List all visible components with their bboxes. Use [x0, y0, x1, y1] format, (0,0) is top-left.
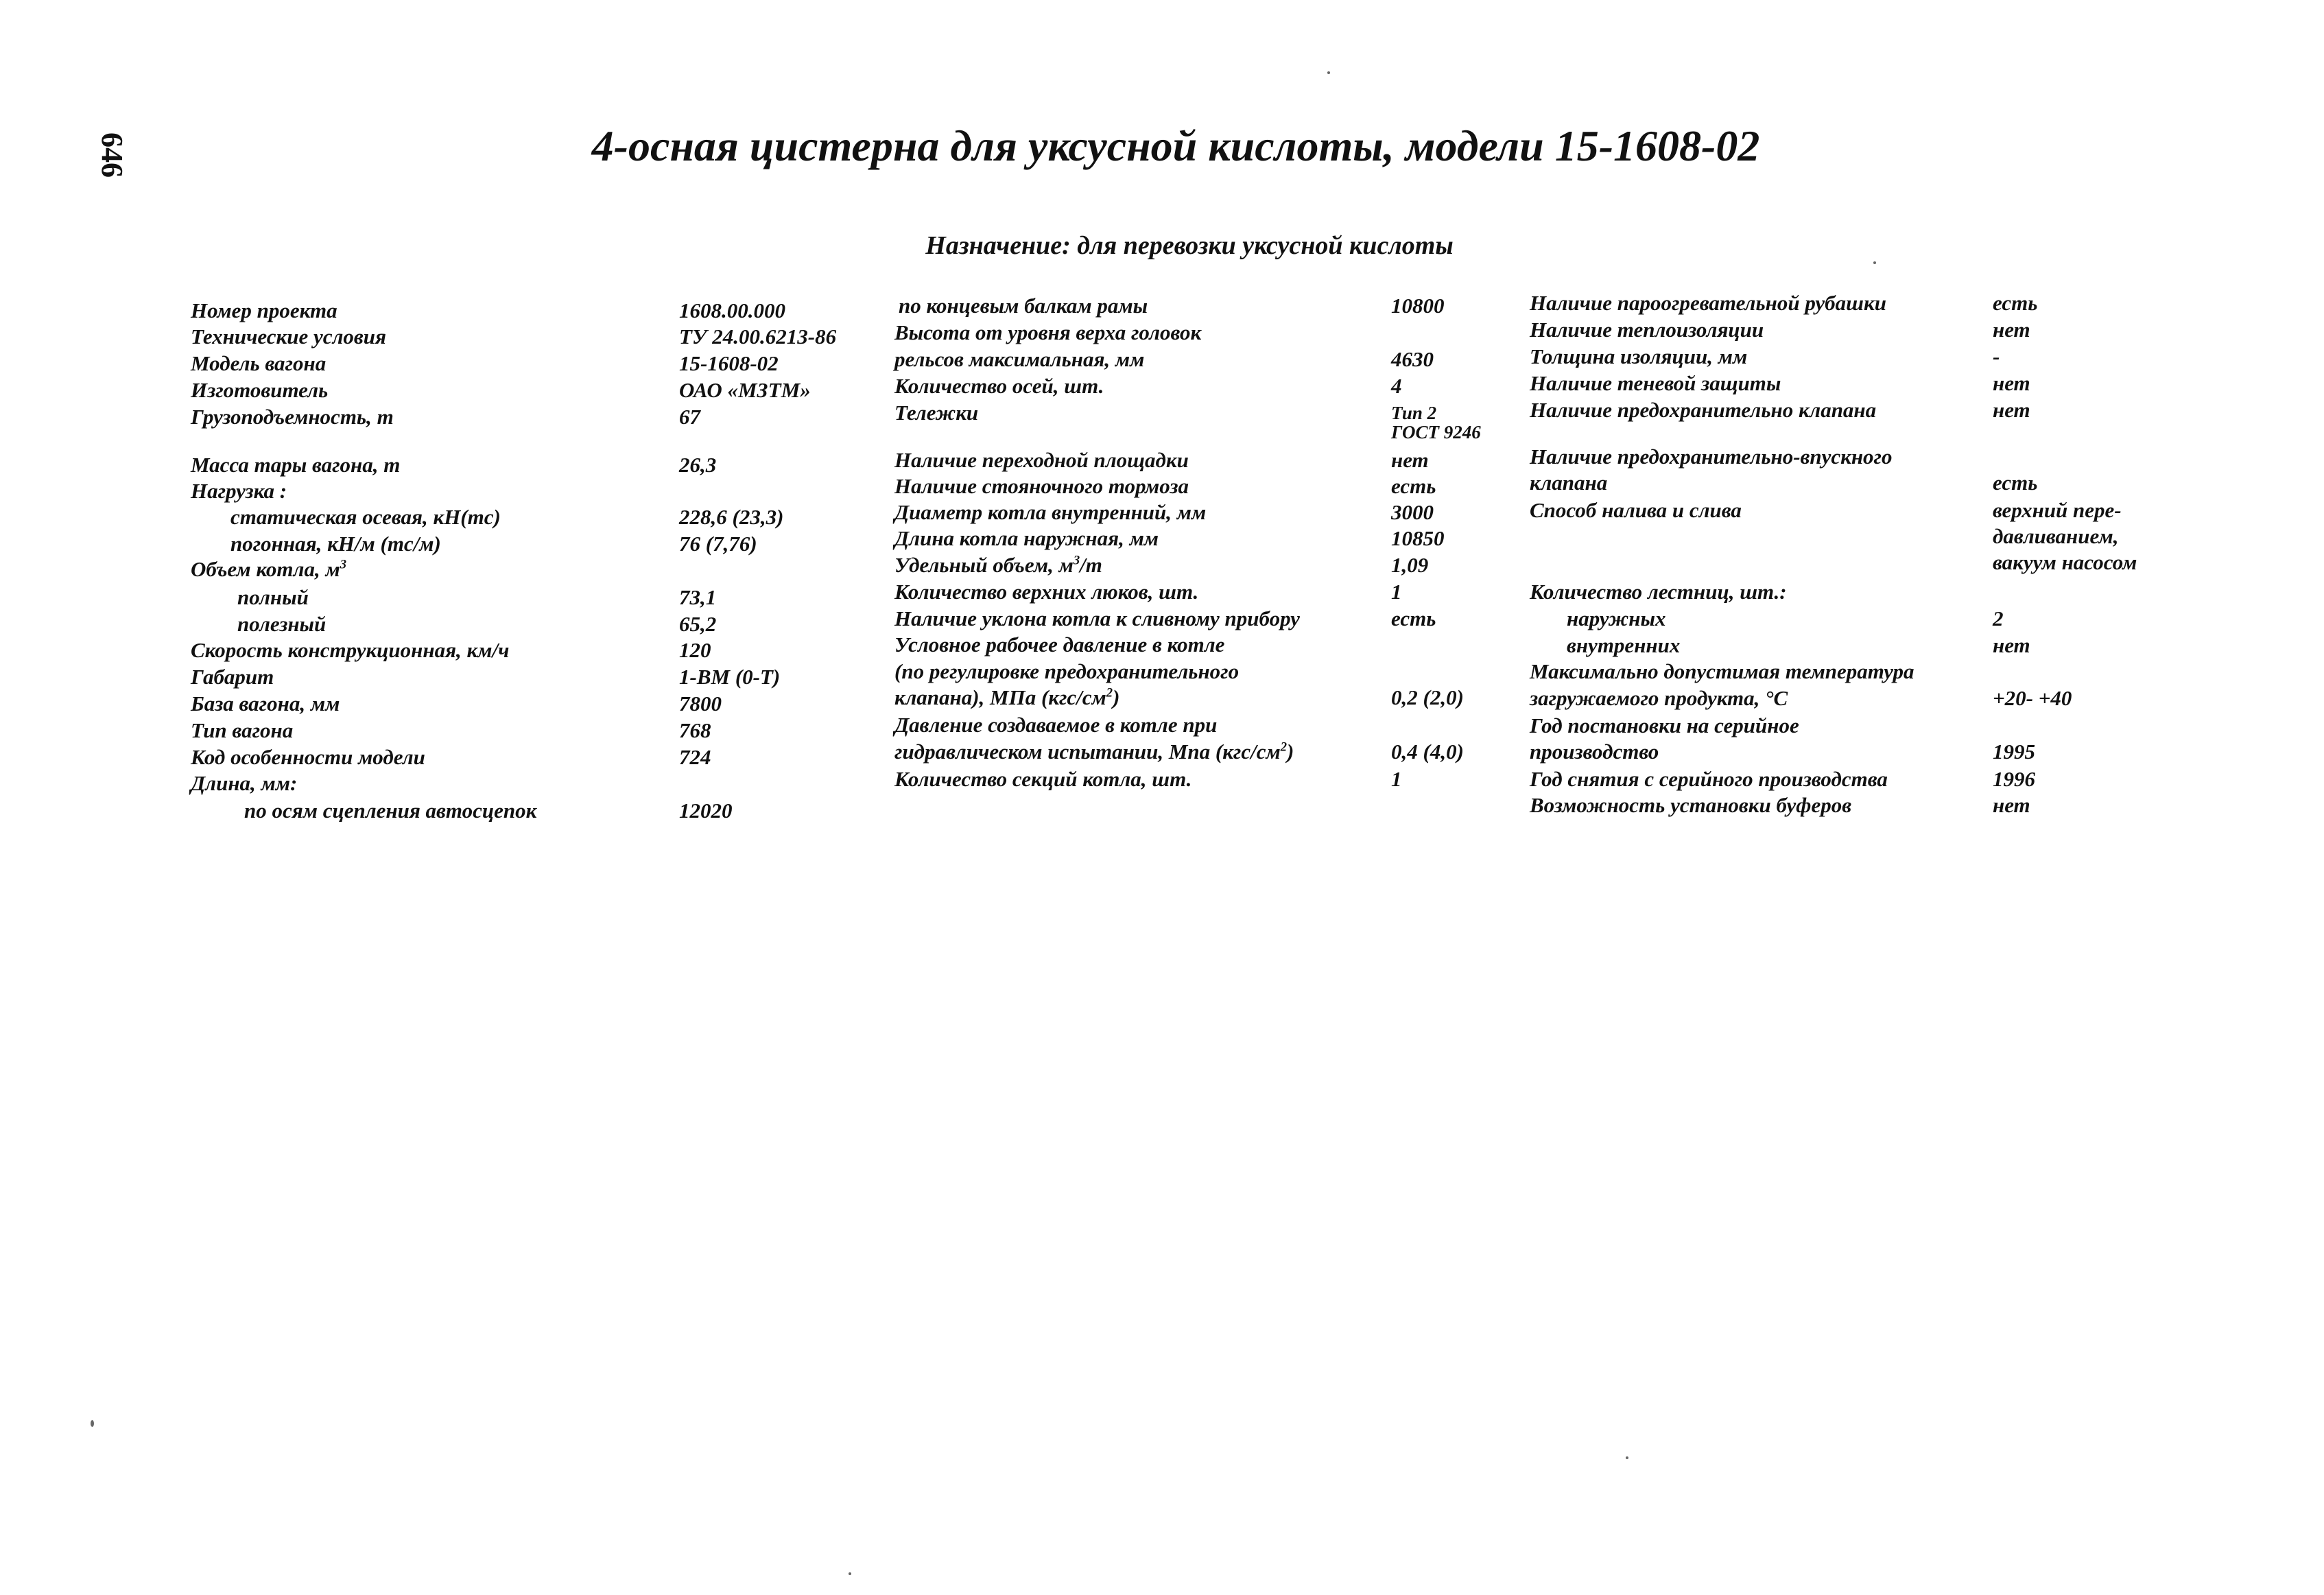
spec-value: ГОСТ 9246	[1391, 422, 1481, 442]
spec-value: нет	[1391, 448, 1429, 472]
scan-speck	[1327, 71, 1330, 74]
spec-label-text: База вагона, мм	[191, 692, 340, 716]
spec-value: 1	[1391, 767, 1402, 791]
spec-value: есть	[1993, 471, 2038, 495]
spec-label	[1530, 659, 1914, 684]
spec-label-text: Диаметр котла внутренний, мм	[894, 500, 1207, 524]
spec-value: 1996	[1993, 767, 2035, 791]
spec-value: вакуум насосом	[1993, 550, 2137, 574]
spec-value: 0,4 (4,0)	[1391, 740, 1464, 764]
spec-value: -	[1993, 344, 2000, 368]
spec-label-text: Грузоподъемность, т	[191, 405, 394, 429]
scan-speck	[1873, 261, 1876, 264]
spec-label	[1567, 633, 1680, 658]
spec-label-text: Наличие теневой защиты	[1530, 371, 1781, 395]
spec-label	[1530, 686, 1788, 711]
spec-label	[1530, 740, 1659, 764]
spec-label-text: Наличие пароогревательной рубашки	[1530, 291, 1886, 315]
spec-value: 228,6 (23,3)	[679, 505, 784, 529]
spec-value: нет	[1993, 371, 2030, 395]
spec-label-text: загружаемого продукта, °С	[1530, 686, 1788, 710]
spec-label-text: по осям сцепления автосцепок	[244, 799, 537, 823]
spec-value: 0,2 (2,0)	[1391, 685, 1464, 709]
spec-value: нет	[1993, 398, 2030, 422]
scan-speck	[849, 1572, 851, 1575]
spec-value: 768	[679, 718, 711, 742]
spec-label	[1530, 580, 1787, 604]
spec-label-superscript: 3	[340, 557, 346, 572]
scan-speck	[91, 1420, 94, 1427]
spec-value: Тип 2	[1391, 403, 1437, 423]
spec-label-text: Высота от уровня верха головок	[894, 320, 1202, 344]
spec-label-text: Способ налива и слива	[1530, 498, 1742, 522]
spec-label-text: по концевым балкам рамы	[899, 294, 1148, 318]
spec-label-text: (по регулировке предохранительного	[894, 659, 1240, 683]
spec-value: 7800	[679, 692, 722, 716]
spec-value: верхний пере-	[1993, 498, 2122, 522]
spec-label-text: Наличие переходной площадки	[894, 448, 1189, 472]
spec-label-text: наружных	[1567, 606, 1666, 630]
spec-label-text: Объем котла, м	[191, 557, 340, 581]
spec-value: 4	[1391, 374, 1402, 398]
spec-value: 1608.00.000	[679, 298, 785, 322]
spec-value: 10850	[1391, 526, 1445, 550]
spec-value: есть	[1993, 291, 2038, 315]
spec-label	[1530, 318, 1764, 342]
spec-label-text: Изготовитель	[191, 378, 329, 402]
spec-label-text: гидравлическом испытании, Мпа (кгс/см	[894, 740, 1281, 764]
spec-label-text: Удельный объем, м	[894, 553, 1074, 577]
spec-value: 76 (7,76)	[679, 532, 757, 556]
spec-label-text: Технические условия	[191, 324, 386, 348]
spec-label-text: Скорость конструкционная, км/ч	[191, 638, 510, 662]
spec-value: 1-ВМ (0-Т)	[679, 665, 781, 689]
spec-label-text: Возможность установки буферов	[1530, 793, 1852, 817]
spec-label-text: Габарит	[191, 665, 274, 689]
spec-label-text: Толщина изоляции, мм	[1530, 344, 1748, 368]
spec-label-text: Количество осей, шт.	[894, 374, 1104, 398]
spec-label-text: статическая осевая, кН(тс)	[230, 505, 501, 529]
spec-label-text: клапана	[1530, 471, 1608, 495]
spec-label-text: Наличие стояночного тормоза	[894, 474, 1189, 498]
spec-label-superscript: 2	[1106, 685, 1113, 700]
spec-value: 724	[679, 745, 711, 769]
spec-label-text: Код особенности модели	[191, 745, 425, 769]
spec-value: 4630	[1391, 347, 1434, 371]
spec-value: нет	[1993, 793, 2030, 817]
spec-value: давливанием,	[1993, 524, 2119, 548]
spec-label	[1530, 793, 1851, 818]
spec-label	[1530, 344, 1747, 369]
spec-label-text: внутренних	[1567, 633, 1681, 657]
spec-label-text: Нагрузка :	[191, 479, 287, 503]
spec-value: нет	[1993, 633, 2030, 657]
spec-label	[1530, 398, 1876, 423]
spec-value: нет	[1993, 318, 2030, 342]
page-title: 4-осная цистерна для уксусной кислоты, модели 15-1608-02	[591, 121, 1760, 170]
spec-label	[1530, 713, 1799, 738]
spec-value: 120	[679, 638, 711, 662]
spec-value: 1,09	[1391, 553, 1429, 577]
spec-label-text: Наличие теплоизоляции	[1530, 318, 1764, 342]
spec-value: 2	[1993, 606, 2004, 630]
spec-label	[1530, 471, 1607, 495]
spec-label-text: Наличие уклона котла к сливному прибору	[894, 606, 1300, 630]
scan-speck	[1626, 1456, 1628, 1459]
spec-label-text: Давление создаваемое в котле при	[894, 713, 1218, 737]
spec-label	[1530, 445, 1893, 469]
spec-label-tail: /т	[1080, 553, 1102, 577]
spec-label	[1530, 371, 1781, 396]
spec-label-text: Условное рабочее давление в котле	[894, 633, 1225, 657]
spec-label-text: Тип вагона	[191, 718, 294, 742]
spec-label-text: рельсов максимальная, мм	[894, 347, 1145, 371]
spec-label-tail: )	[1113, 685, 1120, 709]
spec-label-text: Максимально допустимая температура	[1530, 659, 1914, 683]
spec-value: ОАО «МЗТМ»	[679, 378, 811, 402]
spec-label-text: полезный	[237, 612, 327, 636]
spec-value: 73,1	[679, 585, 717, 609]
spec-value: 26,3	[679, 453, 717, 477]
spec-label-text: Длина, мм:	[191, 771, 298, 795]
spec-label-text: Год постановки на серийное	[1530, 713, 1799, 737]
spec-value: ТУ 24.00.6213-86	[679, 324, 837, 348]
spec-value: 15-1608-02	[679, 351, 779, 375]
spec-label-text: погонная, кН/м (тс/м)	[230, 532, 441, 556]
spec-value: есть	[1391, 606, 1436, 630]
spec-value: 3000	[1391, 500, 1434, 524]
spec-label	[1530, 291, 1886, 316]
spec-label	[1530, 498, 1742, 523]
spec-value: есть	[1391, 474, 1436, 498]
spec-label-text: Год снятия с серийного производства	[1530, 767, 1888, 791]
spec-label	[1530, 767, 1888, 792]
spec-value: 1	[1391, 580, 1402, 604]
purpose-subtitle: Назначение: для перевозки уксусной кислоты	[925, 231, 1454, 260]
spec-label-text: Количество верхних люков, шт.	[894, 580, 1199, 604]
spec-label-text: Наличие предохранительно клапана	[1530, 398, 1877, 422]
spec-value: 67	[679, 405, 700, 429]
spec-label-text: Модель вагона	[191, 351, 327, 375]
spec-value: 65,2	[679, 612, 717, 636]
spec-value: 1995	[1993, 740, 2035, 764]
spec-value: 12020	[679, 799, 733, 823]
spec-label-text: Масса тары вагона, т	[191, 453, 401, 477]
spec-label-text: Тележки	[894, 401, 979, 425]
spec-label-text: Количество лестниц, шт.:	[1530, 580, 1787, 604]
spec-label-text: клапана), МПа (кгс/см	[894, 685, 1106, 709]
spec-label-superscript: 3	[1073, 553, 1080, 568]
spec-label-tail: )	[1287, 740, 1294, 764]
spec-label-text: Количество секций котла, шт.	[894, 767, 1192, 791]
spec-label-text: Номер проекта	[191, 298, 337, 322]
spec-label	[1567, 606, 1666, 631]
spec-label-text: Наличие предохранительно-впускного	[1530, 445, 1893, 469]
page-number: 646	[95, 132, 129, 178]
spec-label-text: Длина котла наружная, мм	[894, 526, 1159, 550]
spec-label-text: полный	[237, 585, 309, 609]
spec-value: 10800	[1391, 294, 1445, 318]
spec-label-text: производство	[1530, 740, 1659, 764]
spec-value: +20- +40	[1993, 686, 2072, 710]
spec-label-superscript: 2	[1280, 740, 1288, 755]
